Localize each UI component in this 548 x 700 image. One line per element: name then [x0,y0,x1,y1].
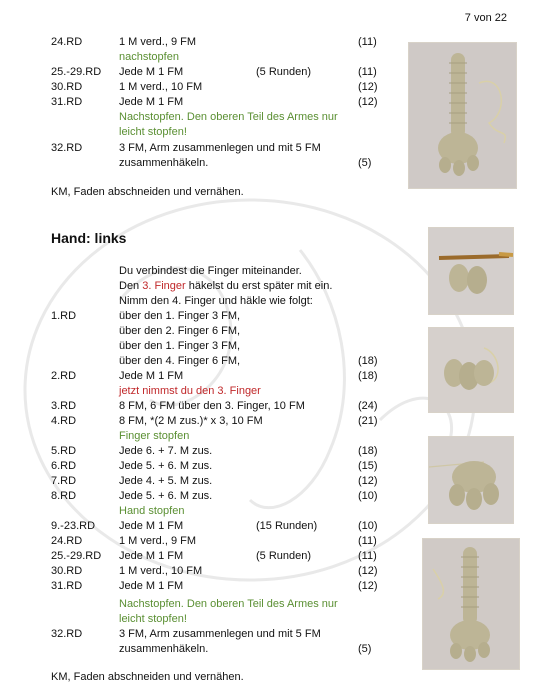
row-extra: (5 Runden) [256,550,312,562]
row-text: Jede 5. + 6. M zus. [119,490,213,502]
instruction-note: nachstopfen [119,51,179,63]
row-count: (5) [358,157,372,169]
row-count: (12) [358,580,378,592]
row-id: 31.RD [51,580,83,592]
km-line: KM, Faden abschneiden und vernähen. [51,186,244,198]
row-id: 7.RD [51,475,77,487]
row-extra: (5 Runden) [256,66,312,78]
row-text: über den 4. Finger 6 FM, [119,355,241,367]
row-id: 4.RD [51,415,77,427]
row-count: (12) [358,475,378,487]
finished-arm-image [423,539,519,669]
fingers-on-hook-photo [428,227,514,315]
row-text: Jede M 1 FM [119,370,184,382]
section-heading: Hand: links [51,230,127,246]
row-count: (10) [358,490,378,502]
row-count: (12) [358,81,378,93]
row-extra: (15 Runden) [256,520,318,532]
highlight-text: 3. Finger [142,280,186,292]
row-text: 8 FM, 6 FM über den 3. Finger, 10 FM [119,400,305,412]
instruction-note: jetzt nimmst du den 3. Finger [119,385,261,397]
row-text: Jede M 1 FM [119,66,184,78]
row-id: 32.RD [51,628,83,640]
row-id: 6.RD [51,460,77,472]
crocheted-arm-image [409,43,516,188]
hand-with-fingers-image [429,437,513,523]
km-line: KM, Faden abschneiden und vernähen. [51,671,244,683]
row-text: Jede M 1 FM [119,550,184,562]
instruction-note: Nachstopfen. Den oberen Teil des Armes nur [119,111,338,123]
row-id: 8.RD [51,490,77,502]
row-text: zusammenhäkeln. [119,157,209,169]
instruction-note: Hand stopfen [119,505,185,517]
instruction-note: Finger stopfen [119,430,190,442]
row-count: (11) [358,535,377,547]
row-id: 24.RD [51,36,83,48]
row-text: 1 M verd., 9 FM [119,36,197,48]
row-count: (12) [358,565,378,577]
joined-fingers-photo [428,327,514,413]
row-id: 1.RD [51,310,77,322]
finished-arm-photo [422,538,520,670]
row-count: (24) [358,400,378,412]
row-id: 25.-29.RD [51,66,102,78]
instruction-note: leicht stopfen! [119,613,187,625]
row-id: 9.-23.RD [51,520,96,532]
row-count: (11) [358,66,377,78]
row-count: (21) [358,415,378,427]
intro-line: Du verbindest die Finger miteinander. [119,265,302,277]
joined-fingers-image [429,328,513,412]
row-id: 30.RD [51,565,83,577]
row-text: 1 M verd., 10 FM [119,81,203,93]
row-text: Jede 5. + 6. M zus. [119,460,213,472]
row-text: 1 M verd., 10 FM [119,565,203,577]
row-id: 31.RD [51,96,83,108]
row-count: (5) [358,643,372,655]
row-count: (18) [358,355,378,367]
row-id: 30.RD [51,81,83,93]
row-text: 3 FM, Arm zusammenlegen und mit 5 FM [119,142,321,154]
row-text: über den 1. Finger 3 FM, [119,310,241,322]
row-id: 24.RD [51,535,83,547]
row-text: über den 2. Finger 6 FM, [119,325,241,337]
crocheted-arm-photo [408,42,517,189]
row-count: (18) [358,370,378,382]
hand-with-fingers-photo [428,436,514,524]
row-id: 2.RD [51,370,77,382]
row-id: 32.RD [51,142,83,154]
page-number: 7 von 22 [464,12,507,24]
row-text: 3 FM, Arm zusammenlegen und mit 5 FM [119,628,321,640]
row-count: (11) [358,36,377,48]
row-id: 3.RD [51,400,77,412]
intro-line: Den 3. Finger häkelst du erst später mit ein. [119,280,333,292]
row-text: 8 FM, *(2 M zus.)* x 3, 10 FM [119,415,263,427]
row-id: 5.RD [51,445,77,457]
row-text: Jede M 1 FM [119,580,184,592]
row-text: Jede M 1 FM [119,96,184,108]
row-count: (18) [358,445,378,457]
fingers-on-hook-image [429,228,513,314]
row-text: zusammenhäkeln. [119,643,209,655]
row-text: Jede 4. + 5. M zus. [119,475,213,487]
intro-line: Nimm den 4. Finger und häkle wie folgt: [119,295,313,307]
row-text: Jede M 1 FM [119,520,184,532]
instruction-note: leicht stopfen! [119,126,187,138]
row-count: (12) [358,96,378,108]
row-count: (10) [358,520,378,532]
row-count: (11) [358,550,377,562]
row-count: (15) [358,460,378,472]
instruction-note: Nachstopfen. Den oberen Teil des Armes nur [119,598,338,610]
row-id: 25.-29.RD [51,550,102,562]
row-text: Jede 6. + 7. M zus. [119,445,213,457]
row-text: über den 1. Finger 3 FM, [119,340,241,352]
row-text: 1 M verd., 9 FM [119,535,197,547]
